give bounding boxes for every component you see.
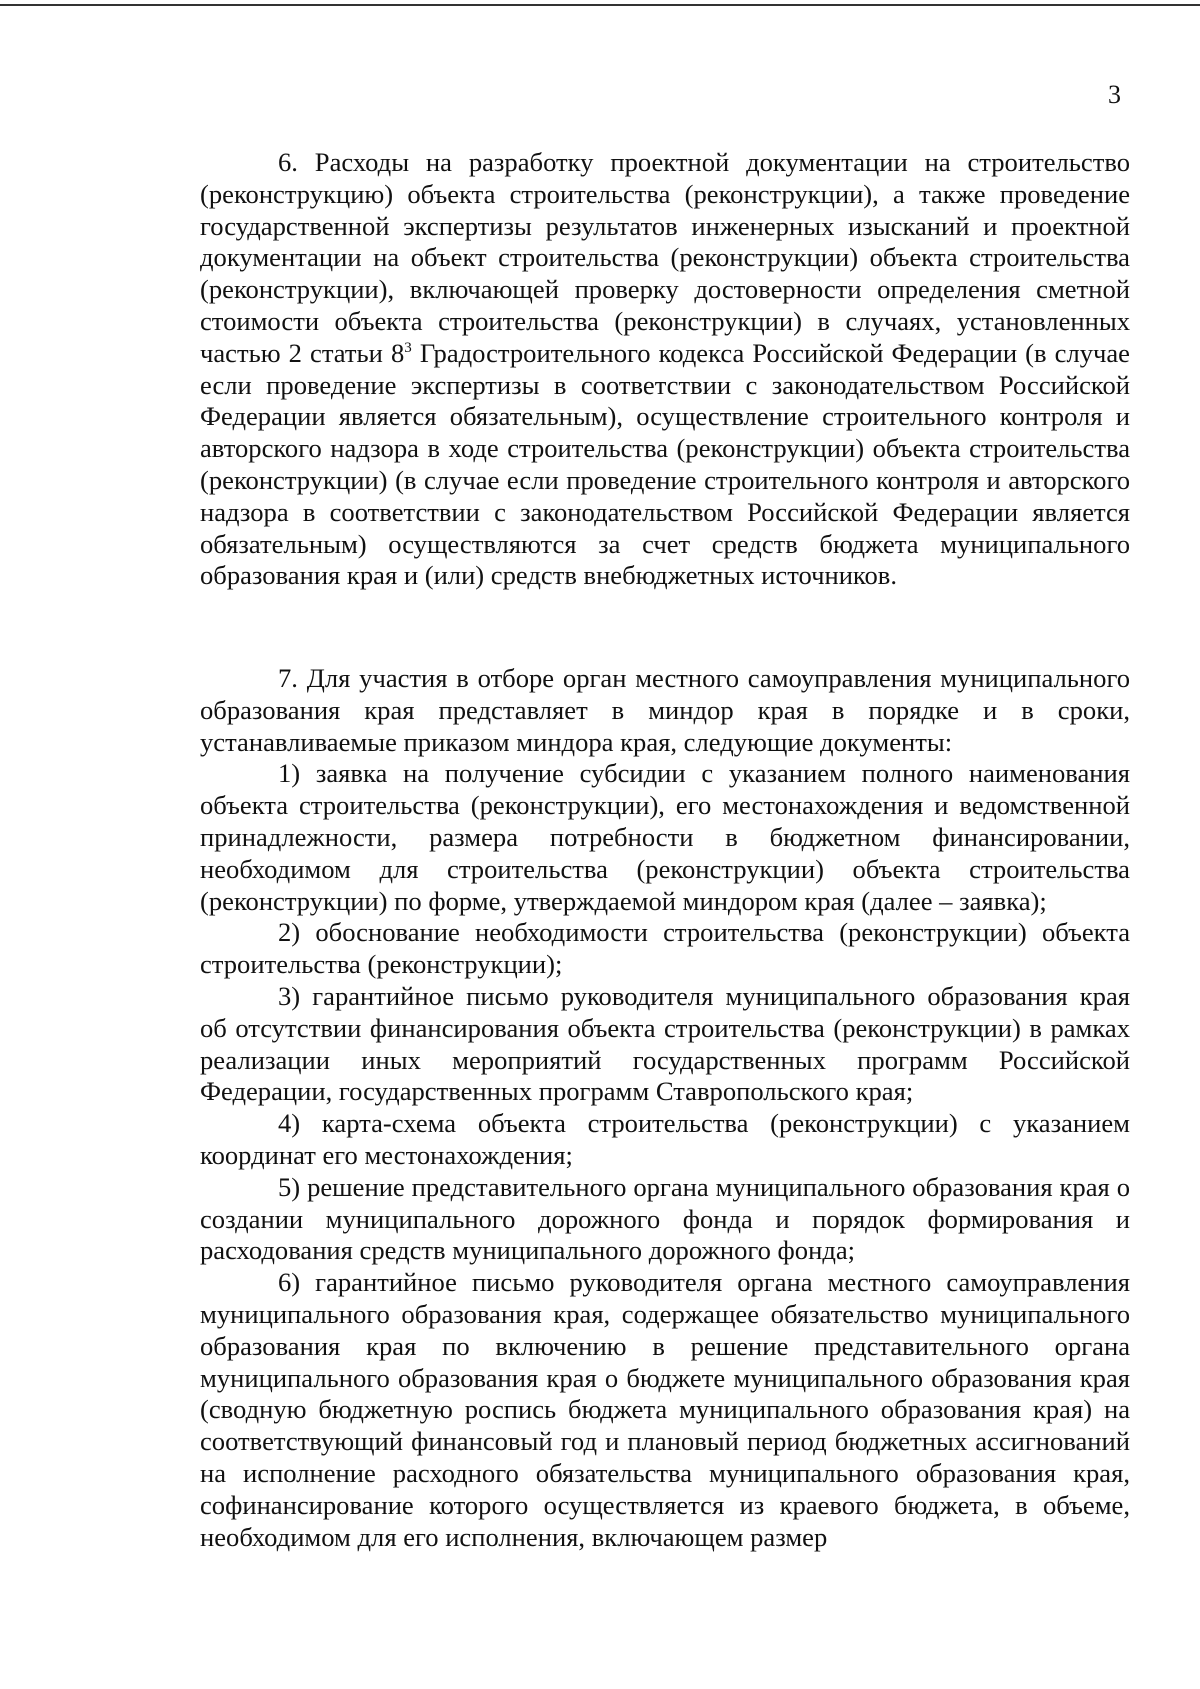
- page-number: 3: [1108, 80, 1121, 109]
- list-item: 1) заявка на получение субсидии с указанием полного наименования объекта строительства (реконструкции), его местонахождения и ведомственной принадлежности, размера потребности в бюджетном финансировании, необходимом для строительства (реконструкции) объекта строительства (реконструкции) по форме, утверждаемой миндором края (далее – заявка);: [200, 758, 1130, 916]
- list-item: 3) гарантийное письмо руководителя муниципального образования края об отсутствии финансирования объекта строительства (реконструкции) в рамках реализации иных мероприятий государственных программ Российской Федерации, государственных программ Ставропольского края;: [200, 980, 1130, 1107]
- list-item: 6) гарантийное письмо руководителя органа местного самоуправления муниципального образования края, содержащее обязательство муниципального образования края по включению в решение представительного органа муниципального образования края о бюджете муниципального образования края (сводную бюджетную роспись бюджета муниципального образования края) на соответствующий финансовый год и плановый период бюджетных ассигнований на исполнение расходного обязательства муниципального образования края, софинансирование которого осуществляется из краевого бюджета, в объеме, необходимом для его исполнения, включающем размер: [200, 1267, 1130, 1552]
- clause-6: [200, 147, 1130, 592]
- clause-7: [200, 663, 1130, 1553]
- top-border-line: [0, 4, 1200, 6]
- clause-7-intro: 7. Для участия в отборе орган местного самоуправления муниципального образования края представляет в миндор края в порядке и в сроки, устанавливаемые приказом миндора края, следующие документы:: [200, 663, 1130, 757]
- list-item: 2) обоснование необходимости строительства (реконструкции) объекта строительства (реконструкции);: [200, 917, 1130, 980]
- clause-6-superscript: 3: [404, 339, 412, 356]
- clause-6-paragraph: [200, 147, 1130, 592]
- list-item: 5) решение представительного органа муниципального образования края о создании муниципального дорожного фонда и порядок формирования и расходования средств муниципального дорожного фонда;: [200, 1171, 1130, 1266]
- clause-6-text-part-1: 6. Расходы на разработку проектной документации на строительство (реконструкцию) объекта строительства (реконструкции), а также проведение государственной экспертизы результатов инженерных изысканий и проектной документации на объект строительства (реконструкции) объекта строительства (реконструкции), включающей проверку достоверности определения сметной стоимости объекта строительства (реконструкции) в случаях, установленных частью 2 статьи 8: [200, 147, 1130, 368]
- list-item: 4) карта-схема объекта строительства (реконструкции) с указанием координат его местонахождения;: [200, 1108, 1130, 1170]
- clause-6-text-part-2: Градостроительного кодекса Российской Федерации (в случае если проведение экспертизы в соответствии с законодательством Российской Федерации является обязательным), осуществление строительного контроля и авторского надзора в ходе строительства (реконструкции) объекта строительства (реконструкции) (в случае если проведение строительного контроля и авторского надзора в соответствии с законодательством Российской Федерации является обязательным) осуществляются за счет средств бюджета муниципального образования края и (или) средств внебюджетных источников.: [200, 337, 1130, 591]
